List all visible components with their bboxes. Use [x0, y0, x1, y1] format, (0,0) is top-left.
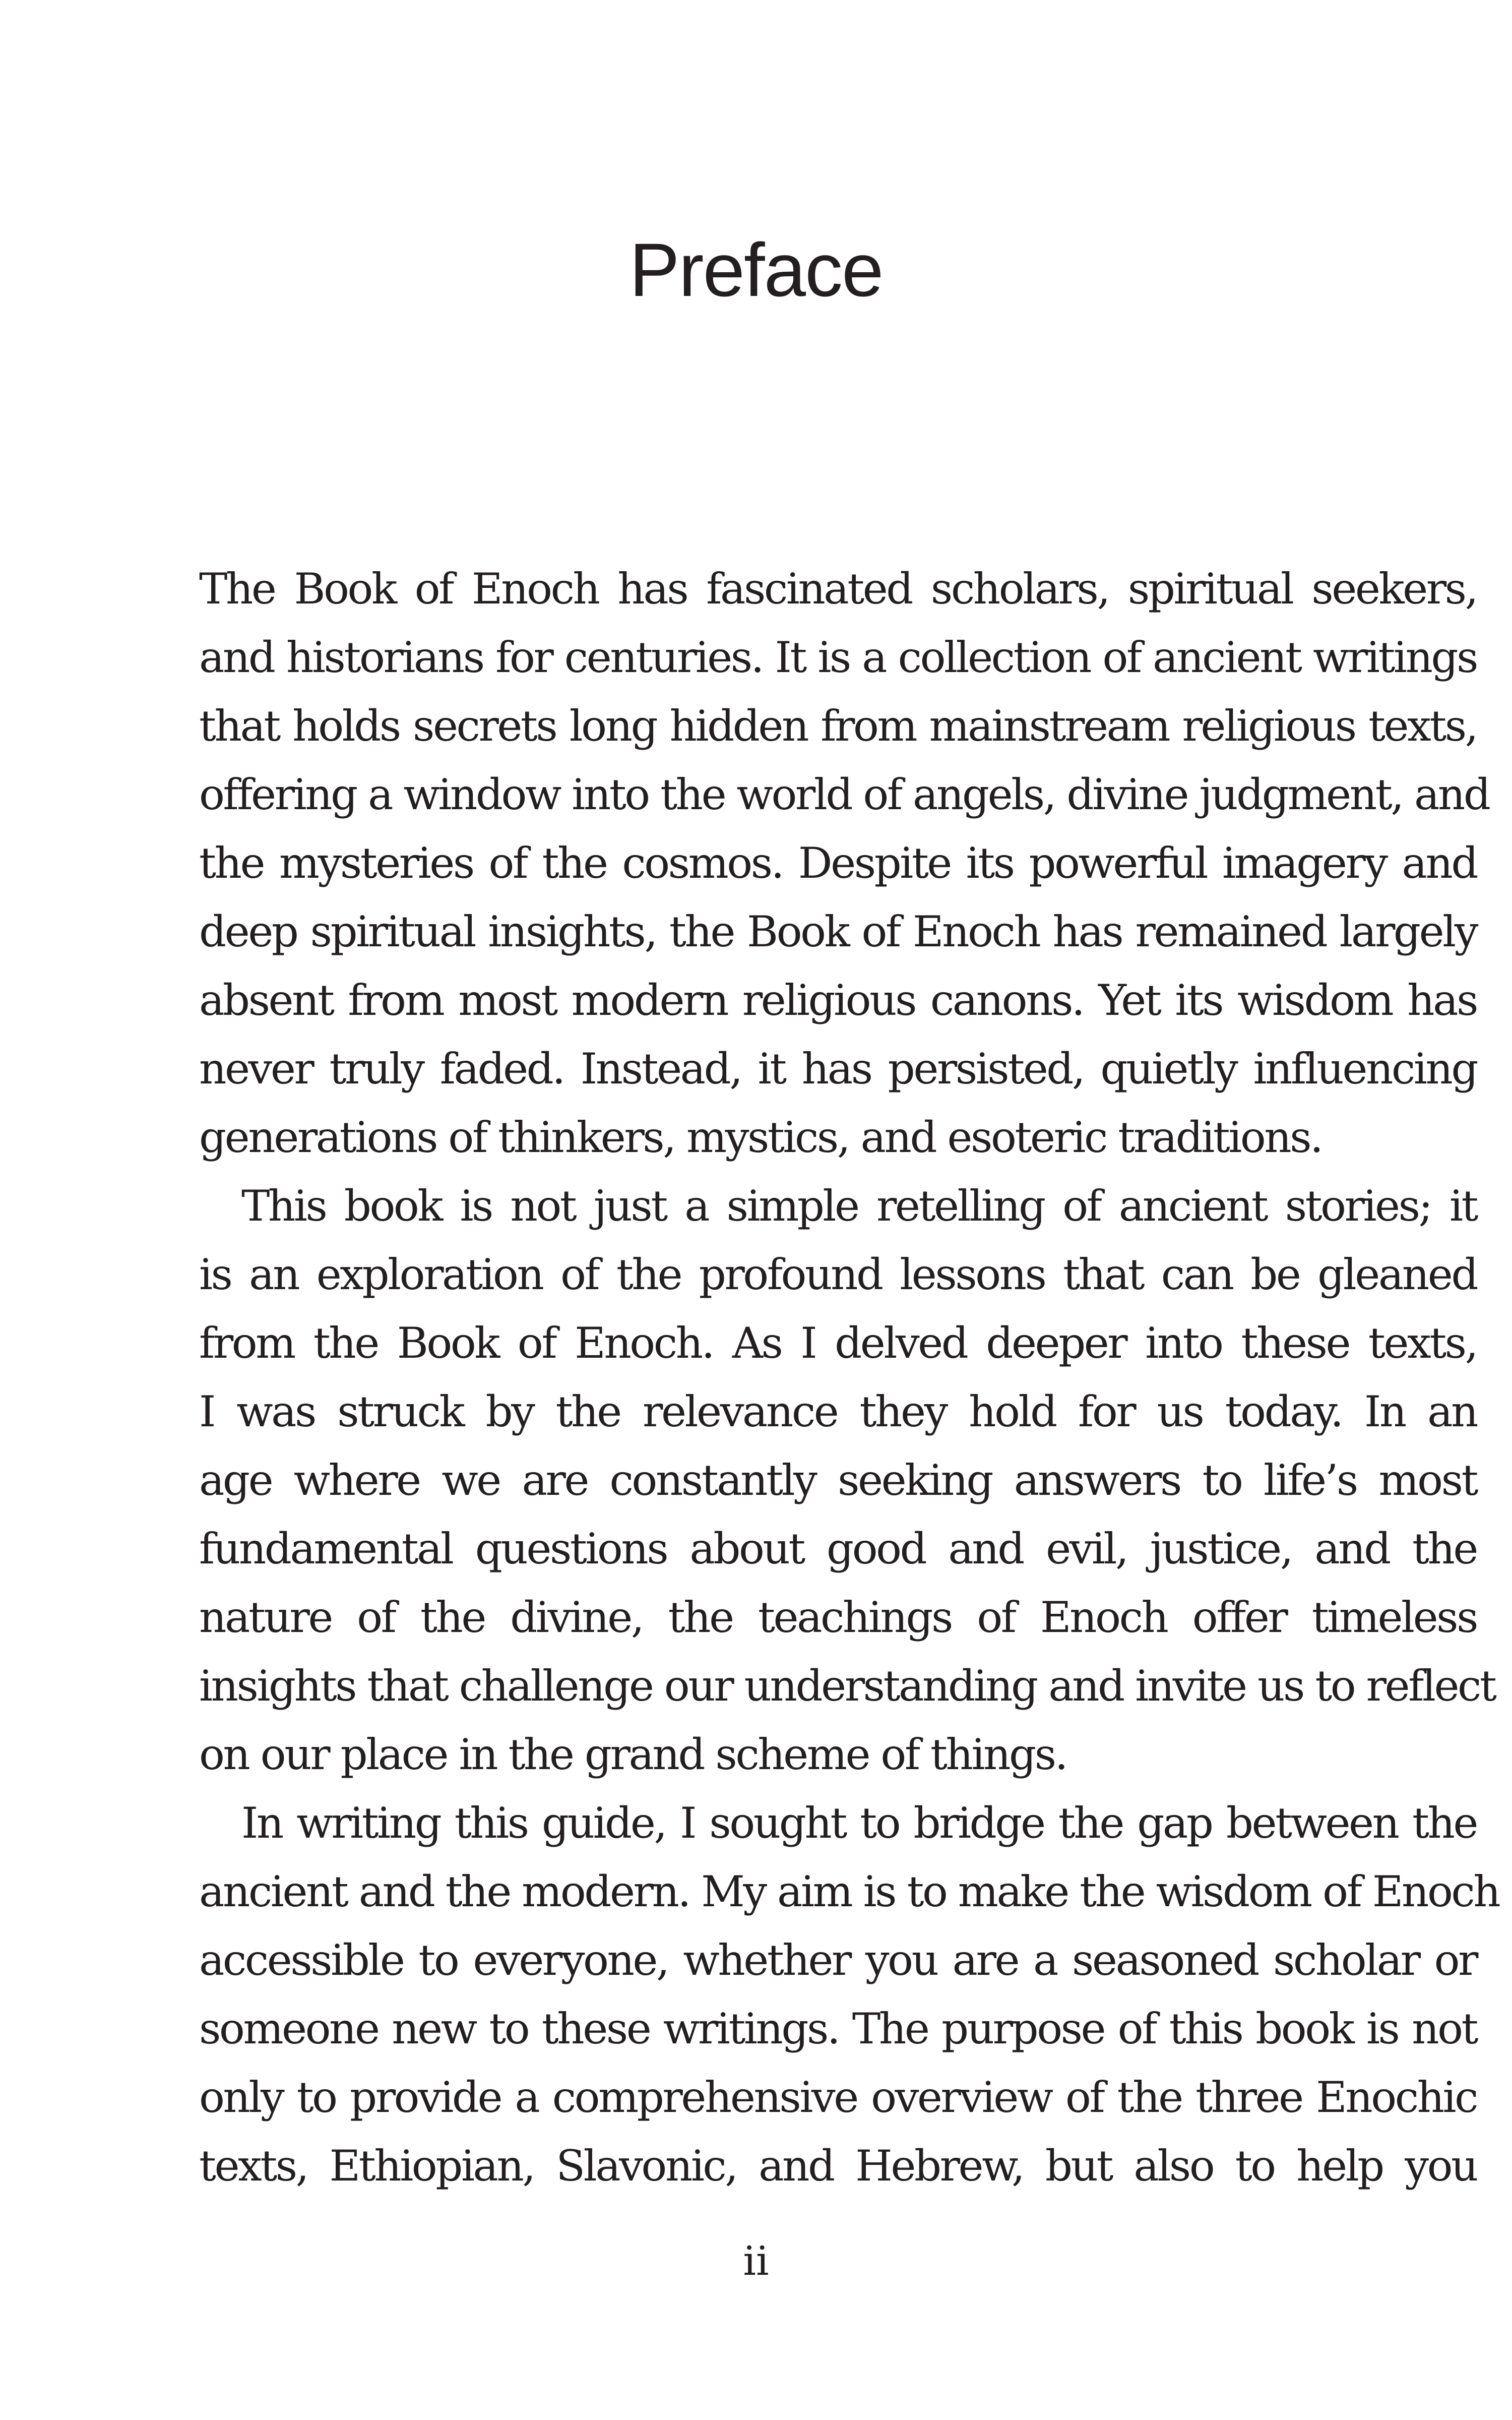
paragraph-3 [199, 1789, 1499, 2200]
page-title: Preface [629, 227, 883, 312]
text-line: is an exploration of the profound lessons that can be gleaned [199, 1249, 1477, 1299]
text-line: I was struck by the relevance they hold for us today. In an [199, 1386, 1477, 1436]
text-line: from the Book of Enoch. As I delved deeper into these texts, [199, 1318, 1477, 1368]
text-line: never truly faded. Instead, it has persisted, quietly influencing [199, 1044, 1477, 1094]
paragraph-1 [199, 555, 1489, 1172]
text-line: and historians for centuries. It is a collection of ancient writings [199, 632, 1477, 682]
text-line: on our place in the grand scheme of things. [199, 1729, 1067, 1779]
text-line: the mysteries of the cosmos. Despite its powerful imagery and [199, 838, 1477, 888]
text-line: fundamental questions about good and evil, justice, and the [199, 1524, 1477, 1574]
text-line: The Book of Enoch has fascinated scholars, spiritual seekers, [199, 564, 1477, 614]
page-number: ii [743, 2237, 769, 2284]
preface-body [199, 555, 1499, 2200]
text-line: deep spiritual insights, the Book of Enoch has remained largely [199, 906, 1477, 956]
text-line: offering a window into the world of angels, divine judgment, and [199, 769, 1489, 819]
text-line: only to provide a comprehensive overview of the three Enochic [199, 2072, 1477, 2122]
text-line: someone new to these writings. The purpose of this book is not [199, 2004, 1477, 2053]
text-line: absent from most modern religious canons. Yet its wisdom has [199, 975, 1477, 1025]
text-line: age where we are constantly seeking answers to life’s most [199, 1455, 1477, 1505]
text-line: nature of the divine, the teachings of Enoch offer timeless [199, 1592, 1477, 1642]
text-line: generations of thinkers, mystics, and esoteric traditions. [199, 1112, 1322, 1162]
text-line: ancient and the modern. My aim is to make the wisdom of Enoch [199, 1866, 1499, 1916]
paragraph-2 [199, 1172, 1495, 1789]
text-line: accessible to everyone, whether you are a seasoned scholar or [199, 1935, 1477, 1985]
text-line: texts, Ethiopian, Slavonic, and Hebrew, but also to help you [199, 2141, 1477, 2191]
text-line: This book is not just a simple retelling of ancient stories; it [241, 1181, 1477, 1231]
text-line: In writing this guide, I sought to bridge the gap between the [241, 1798, 1477, 1848]
text-line: that holds secrets long hidden from mainstream religious texts, [199, 701, 1477, 751]
text-line: insights that challenge our understanding and invite us to reflect [199, 1661, 1495, 1711]
